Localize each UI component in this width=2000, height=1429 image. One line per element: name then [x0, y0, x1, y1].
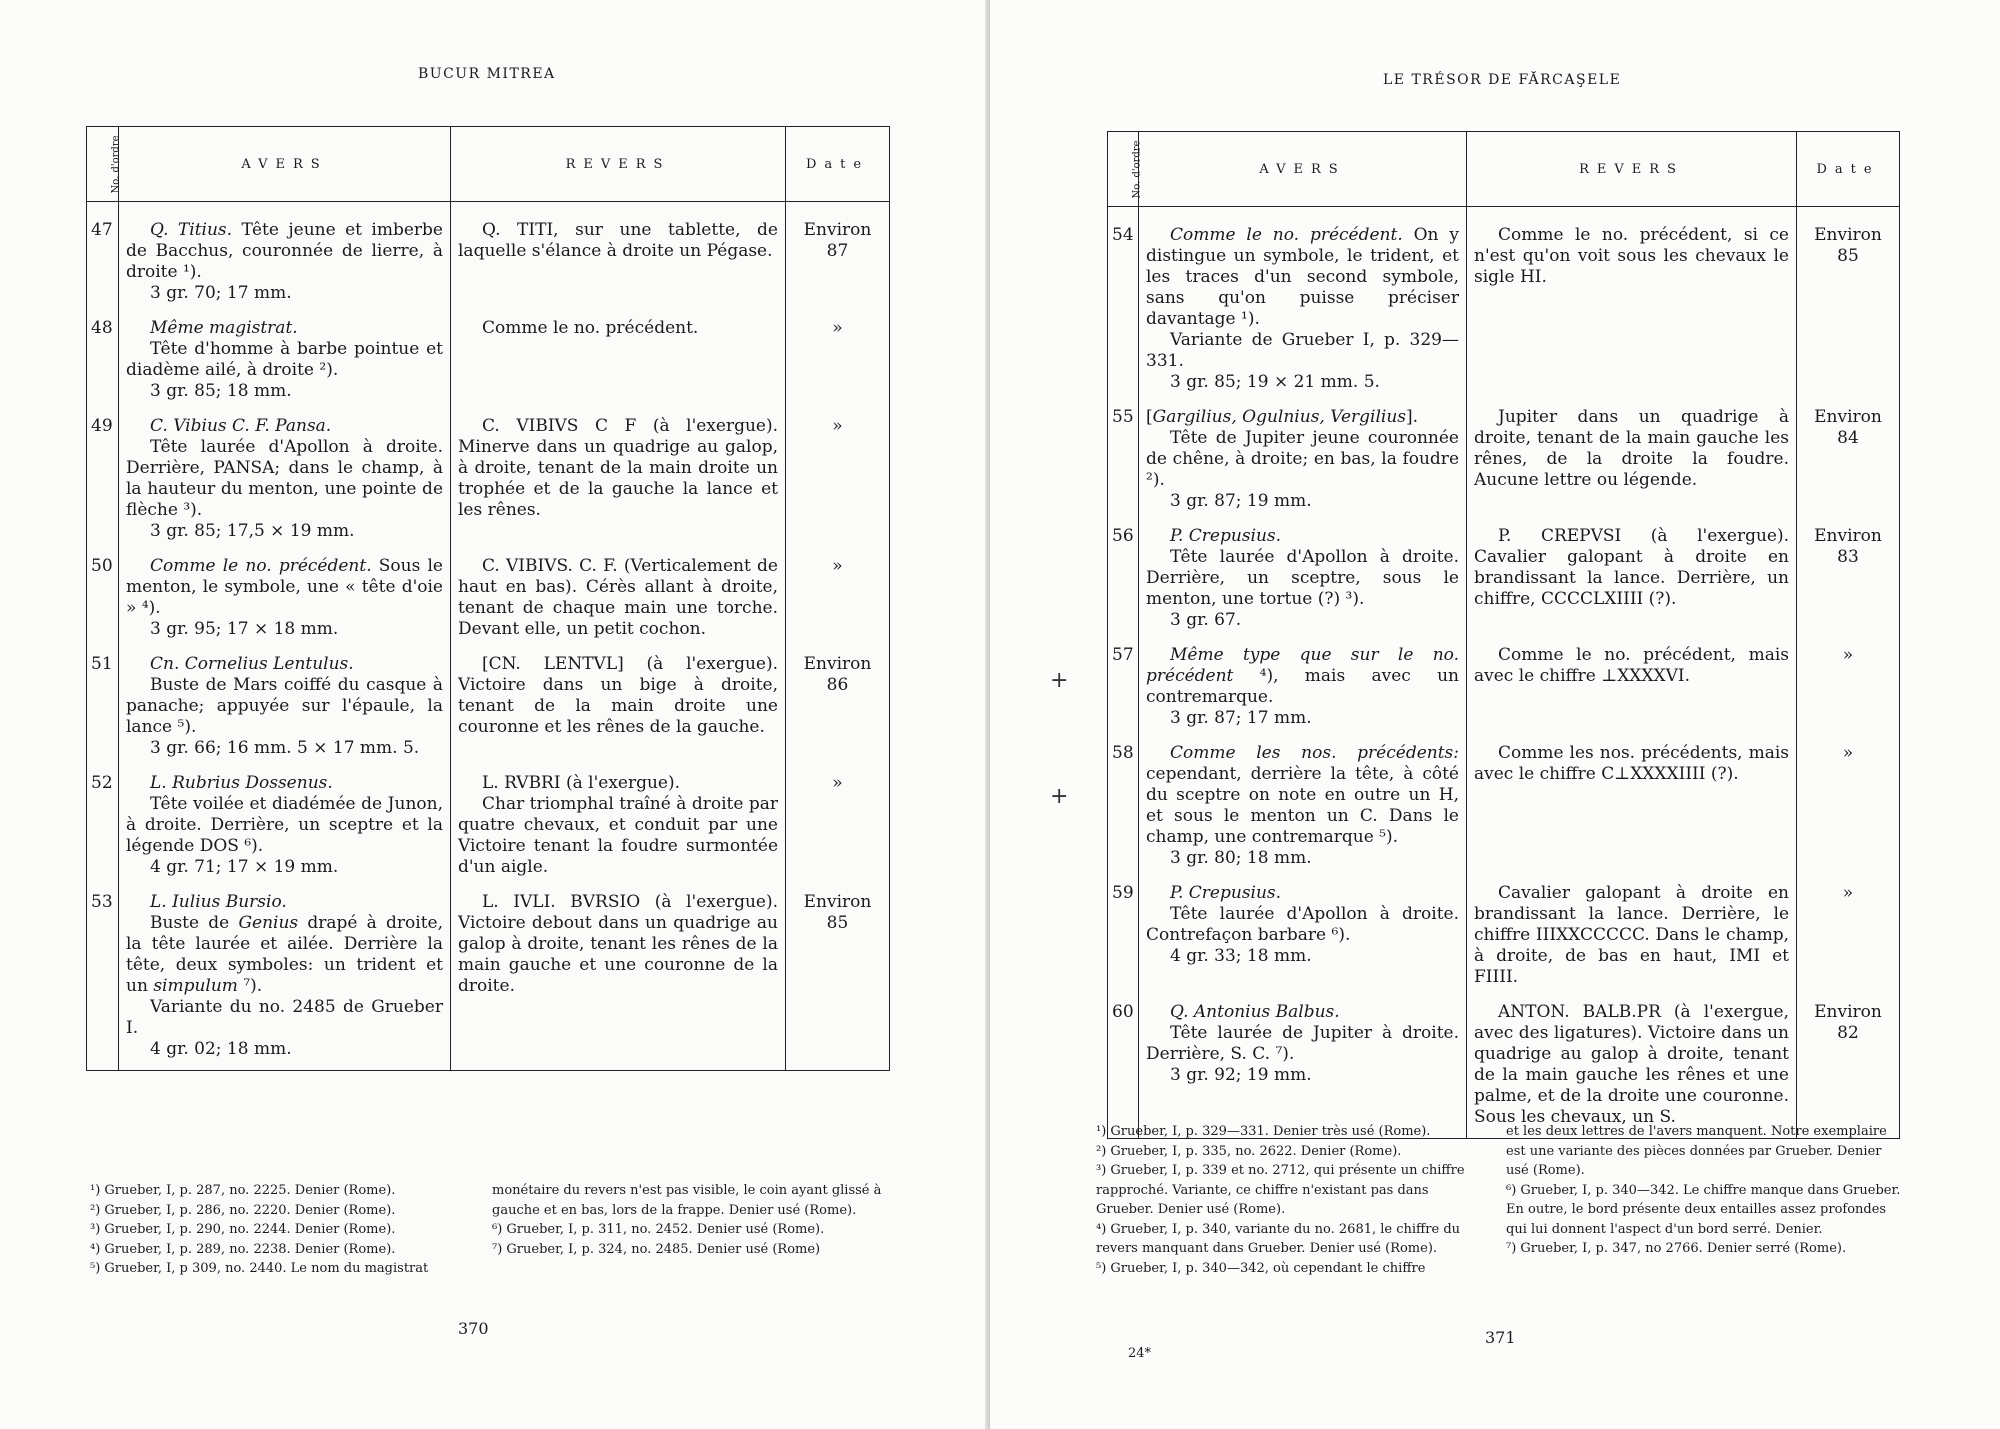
coin-entry-row	[1108, 403, 1900, 522]
text: cependant, derrière la tête, à côté du sceptre on note en outre un H, et sous le menton un C. Dans le champ, une contremarque ⁵).	[1146, 764, 1459, 847]
text: Char triomphal traîné à droite par quatre chevaux, et conduit par une Victoire tenant la foudre surmontée d'un aigle.	[458, 794, 778, 877]
paragraph	[1146, 225, 1459, 330]
italic-text: simpulum	[153, 976, 238, 996]
text: L. RVBRI (à l'exergue).	[482, 773, 681, 793]
text: Comme le no. précédent, mais avec le chiffre ⊥XXXXVI.	[1474, 645, 1789, 686]
footnote: et les deux lettres de l'avers manquent. Notre exemplaire est une variante des pièces données par Grueber. Denier usé (Rome).	[1506, 1124, 1887, 1178]
paragraph	[126, 675, 443, 738]
paragraph	[126, 339, 443, 381]
avers-description	[1139, 403, 1467, 522]
header-date: Date	[786, 127, 890, 202]
text: 4 gr. 71; 17 × 19 mm.	[150, 857, 339, 877]
footnotes-column-2	[492, 1181, 892, 1259]
date-value: Environ 85	[1797, 207, 1900, 404]
date-value: »	[786, 412, 890, 552]
text: L. IVLI. BVRSIO (à l'exergue). Victoire debout dans un quadrige au galop à droite, tenant les rênes de la main gauche et une couronne de la droite.	[458, 892, 778, 996]
avers-description	[1139, 739, 1467, 879]
avers-description	[119, 552, 451, 650]
text: Comme le no. précédent, si ce n'est qu'on voit sous les chevaux le sigle HI.	[1474, 225, 1789, 287]
paragraph	[126, 283, 443, 304]
order-number: 49	[87, 412, 119, 552]
paragraph	[1474, 1002, 1789, 1128]
avers-description	[119, 412, 451, 552]
paragraph	[126, 892, 443, 913]
text: 3 gr. 85; 17,5 × 19 mm.	[150, 521, 355, 541]
italic-text: Q. Titius.	[150, 220, 233, 240]
footnote: ²) Grueber, I, p. 335, no. 2622. Denier (Rome).	[1096, 1143, 1402, 1159]
text: 3 gr. 85; 18 mm.	[150, 381, 292, 401]
running-head-right: LE TRÉSOR DE FĂRCAŞELE	[1383, 72, 1622, 88]
text: Tête laurée d'Apollon à droite. Derrière, un sceptre, sous le menton, une tortue (?) ³).	[1146, 547, 1459, 609]
avers-description	[1139, 641, 1467, 739]
paragraph	[1146, 883, 1459, 904]
italic-text: Genius	[238, 913, 299, 933]
avers-description	[1139, 207, 1467, 404]
paragraph	[1146, 1002, 1459, 1023]
order-number: 48	[87, 314, 119, 412]
paragraph	[126, 773, 443, 794]
text: Tête laurée d'Apollon à droite. Derrière, PANSA; dans le champ, à la hauteur du menton, une pointe de flèche ³).	[126, 437, 443, 520]
paragraph	[126, 857, 443, 878]
italic-text: P. Crepusius.	[1170, 526, 1282, 546]
text: 3 gr. 80; 18 mm.	[1170, 848, 1312, 868]
coin-table-left	[86, 126, 890, 1071]
paragraph	[126, 738, 443, 759]
date-value: »	[786, 314, 890, 412]
footnote: ⁴) Grueber, I, p. 340, variante du no. 2681, le chiffre du revers manquant dans Grueber. Denier usé (Rome).	[1096, 1221, 1461, 1256]
paragraph	[126, 913, 443, 997]
paragraph	[1146, 645, 1459, 708]
paragraph	[1146, 904, 1459, 946]
paragraph	[1474, 883, 1789, 988]
text: 3 gr. 87; 17 mm.	[1170, 708, 1312, 728]
italic-text: Comme les nos. précédents:	[1170, 743, 1459, 763]
italic-text: Cn. Cornelius Lentulus.	[150, 654, 354, 674]
left-page	[0, 0, 990, 1429]
coin-entry-row	[87, 412, 890, 552]
text: 3 gr. 70; 17 mm.	[150, 283, 292, 303]
footnote: ¹) Grueber, I, p. 329—331. Denier très usé (Rome).	[1096, 1124, 1431, 1139]
italic-text: Gargilius, Ogulnius, Vergilius	[1152, 407, 1406, 427]
text: [	[1146, 407, 1153, 427]
header-order: No. d'ordre	[1108, 132, 1139, 207]
text: Tête jeune et imberbe de Bacchus, couronnée de lierre, à droite ¹).	[126, 220, 443, 282]
text: ].	[1406, 407, 1419, 427]
text: Tête laurée d'Apollon à droite. Contrefaçon barbare ⁶).	[1146, 904, 1459, 945]
footnotes-column-2	[1506, 1122, 1906, 1259]
paragraph	[1146, 1065, 1459, 1086]
italic-text: Même type que sur le no. précédent	[1146, 645, 1459, 686]
revers-description	[1467, 998, 1797, 1139]
footnotes-right-page	[1096, 1122, 1906, 1302]
avers-description	[119, 202, 451, 315]
revers-description	[451, 769, 786, 888]
date-value: Environ 84	[1797, 403, 1900, 522]
paragraph	[126, 220, 443, 283]
footnote: ⁷) Grueber, I, p. 324, no. 2485. Denier usé (Rome)	[492, 1241, 821, 1257]
header-date: Date	[1797, 132, 1900, 207]
paragraph	[126, 318, 443, 339]
paragraph	[1146, 547, 1459, 610]
italic-text: P. Crepusius.	[1170, 883, 1282, 903]
paragraph	[126, 556, 443, 619]
italic-text: Q. Antonius Balbus.	[1170, 1002, 1340, 1022]
avers-description	[119, 314, 451, 412]
text: Jupiter dans un quadrige à droite, tenant de la main gauche les rênes, de la droite la foudre. Aucune lettre ou légende.	[1474, 407, 1789, 490]
paragraph	[126, 997, 443, 1039]
footnotes-column-1	[90, 1181, 460, 1279]
footnote: monétaire du revers n'est pas visible, le coin ayant glissé à gauche et en bas, lors de la frappe. Denier usé (Rome).	[492, 1183, 882, 1218]
footnote: ⁶) Grueber, I, p. 340—342. Le chiffre manque dans Grueber. En outre, le bord présente deux entailles assez profondes qui lui donnent l'aspect d'un bord serré. Denier.	[1506, 1182, 1901, 1237]
paragraph	[126, 381, 443, 402]
margin-mark-2: +	[1050, 784, 1069, 809]
coin-entry-row	[1108, 522, 1900, 641]
text: ⁴), mais avec un contremarque.	[1146, 666, 1459, 707]
order-number: 60	[1108, 998, 1139, 1139]
header-revers: REVERS	[1467, 132, 1797, 207]
paragraph	[458, 220, 778, 262]
italic-text: C. Vibius C. F. Pansa.	[150, 416, 332, 436]
coin-entry-row	[87, 888, 890, 1071]
text: ANTON. BALB.PR (à l'exergue, avec des ligatures). Victoire dans un quadrige au galop à droite, tenant de la main gauche les rênes et une palme, et de la droite une couronne. Sous les chevaux, un S.	[1474, 1002, 1789, 1127]
paragraph	[458, 416, 778, 521]
footnote: ⁴) Grueber, I, p. 289, no. 2238. Denier (Rome).	[90, 1241, 396, 1257]
text: 4 gr. 02; 18 mm.	[150, 1039, 292, 1059]
date-value: »	[786, 552, 890, 650]
page-number-left: 370	[458, 1319, 489, 1338]
text: Sous le menton, le symbole, une « tête d'oie » ⁴).	[126, 556, 443, 618]
revers-description	[451, 314, 786, 412]
order-number: 51	[87, 650, 119, 769]
text: Variante du no. 2485 de Grueber I.	[126, 997, 443, 1038]
coin-entry-row	[1108, 998, 1900, 1139]
paragraph	[458, 892, 778, 997]
coin-entry-row	[1108, 207, 1900, 404]
text: 3 gr. 67.	[1170, 610, 1242, 630]
order-number: 59	[1108, 879, 1139, 998]
order-number: 54	[1108, 207, 1139, 404]
text: ⁷).	[237, 976, 263, 996]
italic-text: L. Rubrius Dossenus.	[150, 773, 333, 793]
revers-description	[1467, 522, 1797, 641]
coin-entry-row	[87, 552, 890, 650]
header-avers: AVERS	[1139, 132, 1467, 207]
paragraph	[1146, 743, 1459, 848]
revers-description	[451, 202, 786, 315]
footnote: ²) Grueber, I, p. 286, no. 2220. Denier (Rome).	[90, 1202, 396, 1218]
revers-description	[1467, 403, 1797, 522]
avers-description	[119, 769, 451, 888]
paragraph	[1474, 225, 1789, 288]
coin-entry-row	[1108, 739, 1900, 879]
page-number-right: 371	[1485, 1328, 1516, 1347]
header-order: No. d'ordre	[87, 127, 119, 202]
paragraph	[1146, 372, 1459, 393]
paragraph	[1474, 407, 1789, 491]
paragraph	[458, 318, 778, 339]
paragraph	[458, 794, 778, 878]
paragraph	[1146, 610, 1459, 631]
footnote: ⁶) Grueber, I, p. 311, no. 2452. Denier usé (Rome).	[492, 1222, 825, 1237]
revers-description	[1467, 641, 1797, 739]
coin-entry-row	[87, 202, 890, 315]
paragraph	[1146, 848, 1459, 869]
text: Comme les nos. précédents, mais avec le chiffre C⊥XXXXIIII (?).	[1474, 743, 1789, 784]
header-avers: AVERS	[119, 127, 451, 202]
revers-description	[1467, 207, 1797, 404]
text: drapé à droite, la tête laurée et ailée. Derrière la tête, deux symboles: un trident et un	[126, 913, 443, 996]
coin-entry-row	[1108, 641, 1900, 739]
coin-entry-row	[87, 650, 890, 769]
text: [CN. LENTVL] (à l'exergue). Victoire dans un bige à droite, tenant de la main droite une couronne et les rênes de la gauche.	[458, 654, 778, 737]
text: 3 gr. 95; 17 × 18 mm.	[150, 619, 339, 639]
date-value: »	[786, 769, 890, 888]
paragraph	[1146, 407, 1459, 428]
text: Tête de Jupiter jeune couronnée de chêne, à droite; en bas, la foudre ²).	[1146, 428, 1459, 490]
revers-description	[451, 888, 786, 1071]
footnote: ⁵) Grueber, I, p. 340—342, où cependant le chiffre	[1096, 1260, 1426, 1276]
paragraph	[126, 416, 443, 437]
text: 3 gr. 92; 19 mm.	[1170, 1065, 1312, 1085]
avers-description	[1139, 879, 1467, 998]
paragraph	[1146, 1023, 1459, 1065]
coin-entry-row	[87, 314, 890, 412]
text: Buste de Mars coiffé du casque à panache; appuyée sur l'épaule, la lance ⁵).	[126, 675, 443, 737]
paragraph	[126, 619, 443, 640]
order-number: 52	[87, 769, 119, 888]
right-page	[990, 0, 2000, 1429]
paragraph	[1146, 946, 1459, 967]
text: Variante de Grueber I, p. 329—331.	[1146, 330, 1459, 371]
text: 3 gr. 85; 19 × 21 mm. 5.	[1170, 372, 1380, 392]
text: Tête laurée de Jupiter à droite. Derrière, S. C. ⁷).	[1146, 1023, 1459, 1064]
footnote: ¹) Grueber, I, p. 287, no. 2225. Denier (Rome).	[90, 1183, 396, 1198]
paragraph	[126, 437, 443, 521]
order-number: 58	[1108, 739, 1139, 879]
text: Tête d'homme à barbe pointue et diadème ailé, à droite ²).	[126, 339, 443, 380]
paragraph	[458, 773, 778, 794]
paragraph	[126, 1039, 443, 1060]
signature-mark: 24*	[1128, 1346, 1152, 1361]
paragraph	[1474, 645, 1789, 687]
text: 3 gr. 66; 16 mm. 5 × 17 mm. 5.	[150, 738, 420, 758]
text: 3 gr. 87; 19 mm.	[1170, 491, 1312, 511]
italic-text: Comme le no. précédent.	[1170, 225, 1403, 245]
avers-description	[119, 650, 451, 769]
paragraph	[1146, 428, 1459, 491]
paragraph	[126, 654, 443, 675]
order-number: 50	[87, 552, 119, 650]
margin-mark-1: +	[1050, 668, 1069, 693]
text: C. VIBIVS C F (à l'exergue). Minerve dans un quadrige au galop, à droite, tenant de la main droite un trophée et de la gauche la lance et les rênes.	[458, 416, 778, 520]
text: C. VIBIVS. C. F. (Verticalement de haut en bas). Cérès allant à droite, tenant de chaque main une torche. Devant elle, un petit cochon.	[458, 556, 778, 639]
date-value: Environ 83	[1797, 522, 1900, 641]
paragraph	[126, 521, 443, 542]
date-value: Environ 82	[1797, 998, 1900, 1139]
date-value: »	[1797, 879, 1900, 998]
text: P. CREPVSI (à l'exergue). Cavalier galopant à droite en brandissant la lance. Derrière, un chiffre, CCCCLXIIII (?).	[1474, 526, 1789, 609]
order-number: 53	[87, 888, 119, 1071]
revers-description	[1467, 879, 1797, 998]
running-head-left: BUCUR MITREA	[418, 66, 556, 82]
paragraph	[458, 654, 778, 738]
order-number: 56	[1108, 522, 1139, 641]
footnotes-left-page	[90, 1181, 890, 1311]
avers-description	[1139, 522, 1467, 641]
header-revers: REVERS	[451, 127, 786, 202]
footnote: ³) Grueber, I, p. 290, no. 2244. Denier (Rome).	[90, 1222, 396, 1237]
order-number: 47	[87, 202, 119, 315]
paragraph	[1474, 743, 1789, 785]
text: Cavalier galopant à droite en brandissant la lance. Derrière, le chiffre IIIXXCCCCC. Dans le champ, à droite, de bas en haut, IMI et FIIII.	[1474, 883, 1789, 987]
coin-table-right	[1107, 131, 1900, 1139]
revers-description	[451, 412, 786, 552]
footnotes-column-1	[1096, 1122, 1476, 1278]
order-number: 55	[1108, 403, 1139, 522]
revers-description	[451, 552, 786, 650]
avers-description	[1139, 998, 1467, 1139]
date-value: »	[1797, 641, 1900, 739]
paragraph	[1474, 526, 1789, 610]
order-number: 57	[1108, 641, 1139, 739]
paragraph	[1146, 526, 1459, 547]
date-value: Environ 86	[786, 650, 890, 769]
text: Q. TITI, sur une tablette, de laquelle s'élance à droite un Pégase.	[458, 220, 778, 261]
footnote: ⁷) Grueber, I, p. 347, no 2766. Denier serré (Rome).	[1506, 1241, 1847, 1256]
italic-text: Même magistrat.	[150, 318, 298, 338]
italic-text: Comme le no. précédent.	[150, 556, 372, 576]
text: On y distingue un symbole, le trident, et les traces d'un second symbole, sans qu'on puisse préciser davantage ¹).	[1146, 225, 1459, 329]
text: Buste de	[150, 913, 239, 933]
text: Tête voilée et diadémée de Junon, à droite. Derrière, un sceptre et la légende DOS ⁶).	[126, 794, 443, 856]
text: Comme le no. précédent.	[482, 318, 699, 338]
coin-entry-row	[1108, 879, 1900, 998]
revers-description	[451, 650, 786, 769]
text: 4 gr. 33; 18 mm.	[1170, 946, 1312, 966]
date-value: »	[1797, 739, 1900, 879]
date-value: Environ 87	[786, 202, 890, 315]
italic-text: L. Iulius Bursio.	[150, 892, 287, 912]
avers-description	[119, 888, 451, 1071]
paragraph	[1146, 330, 1459, 372]
footnote: ⁵) Grueber, I, p 309, no. 2440. Le nom du magistrat	[90, 1261, 429, 1276]
footnote: ³) Grueber, I, p. 339 et no. 2712, qui présente un chiffre rapproché. Variante, ce chiffre n'existant pas dans Grueber. Denier usé (Rome).	[1096, 1163, 1465, 1217]
paragraph	[126, 794, 443, 857]
revers-description	[1467, 739, 1797, 879]
coin-entry-row	[87, 769, 890, 888]
paragraph	[1146, 708, 1459, 729]
date-value: Environ 85	[786, 888, 890, 1071]
paragraph	[1146, 491, 1459, 512]
paragraph	[458, 556, 778, 640]
